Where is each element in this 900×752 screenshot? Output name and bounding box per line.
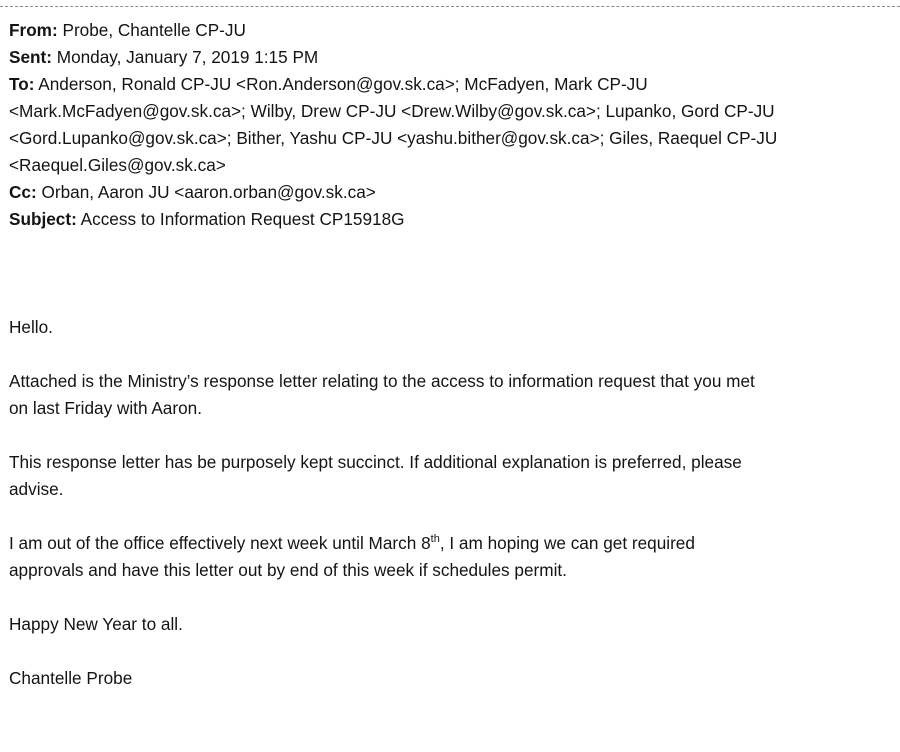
cc-line bbox=[9, 179, 894, 206]
closing-line: Happy New Year to all. bbox=[9, 614, 183, 634]
from-line bbox=[9, 17, 894, 44]
body-paragraph-3-line-2: approvals and have this letter out by end of this week if schedules permit. bbox=[9, 560, 567, 580]
from-label: From: bbox=[9, 20, 58, 40]
body-paragraph-1-line-2: on last Friday with Aaron. bbox=[9, 398, 202, 418]
subject-label: Subject: bbox=[9, 209, 77, 229]
body-paragraph-2-line-1: This response letter has be purposely kept succinct. If additional explanation is preferred, please bbox=[9, 452, 742, 472]
to-recipients-line-1: Anderson, Ronald CP-JU <Ron.Anderson@gov.sk.ca>; McFadyen, Mark CP-JU bbox=[38, 74, 648, 94]
email-document bbox=[9, 17, 894, 692]
body-paragraph-3 bbox=[9, 530, 894, 584]
to-recipients-line-4: <Raequel.Giles@gov.sk.ca> bbox=[9, 155, 226, 175]
body-paragraph-2 bbox=[9, 449, 894, 503]
header-body-spacer bbox=[9, 233, 894, 314]
top-separator-rule bbox=[0, 6, 900, 7]
subject-line bbox=[9, 206, 894, 233]
sent-label: Sent: bbox=[9, 47, 52, 67]
subject-value: Access to Information Request CP15918G bbox=[80, 209, 405, 229]
greeting: Hello. bbox=[9, 317, 53, 337]
to-recipients-line-2: <Mark.McFadyen@gov.sk.ca>; Wilby, Drew CP-JU <Drew.Wilby@gov.sk.ca>; Lupanko, Gord CP-JU bbox=[9, 101, 775, 121]
to-recipients-line-3: <Gord.Lupanko@gov.sk.ca>; Bither, Yashu CP-JU <yashu.bither@gov.sk.ca>; Giles, Raequel CP-JU bbox=[9, 128, 778, 148]
body-paragraph-1-line-1: Attached is the Ministry’s response letter relating to the access to information request that you met bbox=[9, 371, 755, 391]
body-paragraph-2-line-2: advise. bbox=[9, 479, 64, 499]
to-line bbox=[9, 71, 894, 98]
sent-line bbox=[9, 44, 894, 71]
cc-label: Cc: bbox=[9, 182, 37, 202]
email-header bbox=[9, 17, 894, 233]
to-label: To: bbox=[9, 74, 35, 94]
email-body bbox=[9, 314, 894, 692]
signature: Chantelle Probe bbox=[9, 668, 133, 688]
cc-value: Orban, Aaron JU <aaron.orban@gov.sk.ca> bbox=[41, 182, 376, 202]
sent-value: Monday, January 7, 2019 1:15 PM bbox=[56, 47, 319, 67]
body-paragraph-3-line-1-start: I am out of the office effectively next week until March 8 bbox=[9, 533, 431, 553]
from-value: Probe, Chantelle CP-JU bbox=[62, 20, 246, 40]
body-paragraph-3-line-1-end: , I am hoping we can get required bbox=[439, 533, 695, 553]
ordinal-suffix: th bbox=[430, 533, 440, 545]
body-paragraph-1 bbox=[9, 368, 894, 422]
